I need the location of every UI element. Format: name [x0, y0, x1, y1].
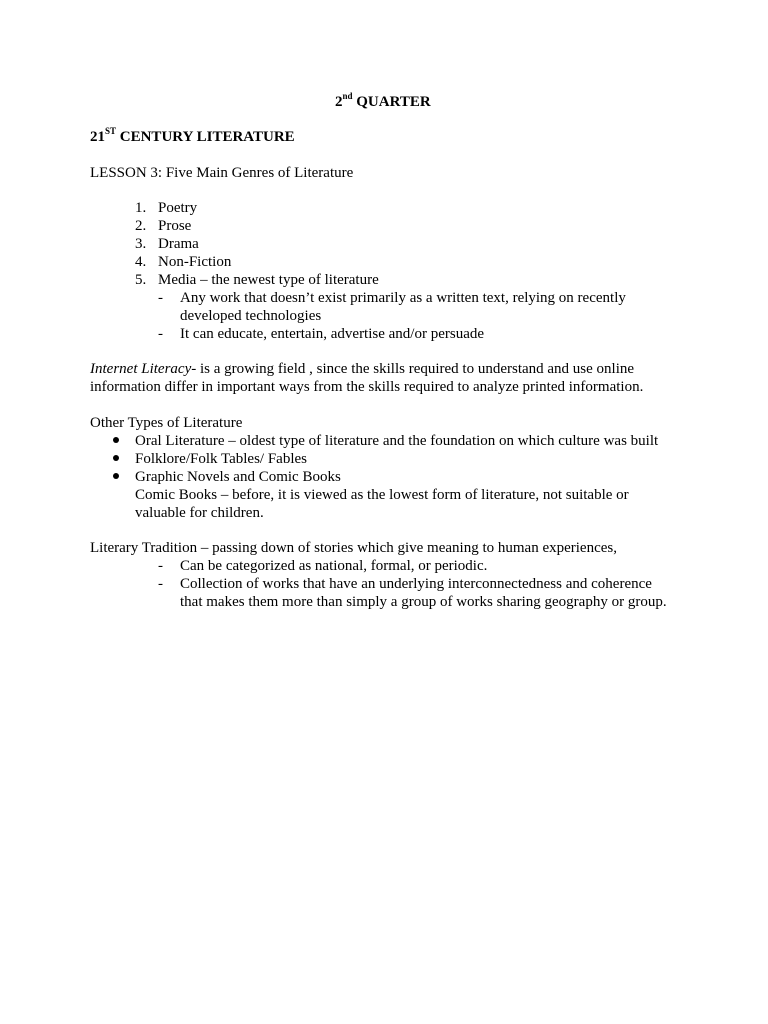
bullet-icon — [113, 455, 119, 461]
genre-number: 4. — [135, 254, 147, 270]
dash-marker: - — [158, 326, 163, 342]
internet-literacy-text: information differ in important ways from the skills required to analyze printed information. — [90, 379, 644, 395]
media-note-text: It can educate, entertain, advertise and/or persuade — [180, 326, 485, 342]
other-type-item: Folklore/Folk Tables/ Fables — [135, 451, 308, 467]
course-superscript: ST — [105, 126, 117, 136]
quarter-word: QUARTER — [356, 94, 431, 110]
internet-literacy-paragraph — [90, 360, 634, 378]
media-note-text: Any work that doesn’t exist primarily as a written text, relying on recently — [180, 290, 626, 306]
genre-number: 1. — [135, 200, 147, 216]
dash-marker: - — [158, 558, 163, 574]
comic-books-note: valuable for children. — [135, 505, 264, 521]
genre-item: Prose — [158, 218, 192, 234]
tradition-note-text: Collection of works that have an underlying interconnectedness and coherence — [180, 576, 652, 592]
tradition-note-text: that makes them more than simply a group of works sharing geography or group. — [180, 594, 667, 610]
quarter-superscript: nd — [342, 91, 353, 101]
quarter-number: 2 — [335, 94, 343, 110]
genre-number: 3. — [135, 236, 147, 252]
genre-item: Drama — [158, 236, 199, 252]
literary-tradition-definition: Literary Tradition – passing down of stories which give meaning to human experiences, — [90, 540, 617, 556]
course-name: CENTURY LITERATURE — [119, 129, 295, 145]
course-title — [90, 128, 295, 146]
media-note-text: developed technologies — [180, 308, 322, 324]
other-type-item: Oral Literature – oldest type of literature and the foundation on which culture was built — [135, 433, 659, 449]
tradition-note-text: Can be categorized as national, formal, or periodic. — [180, 558, 488, 574]
quarter-title — [335, 93, 431, 111]
genre-item: Media – the newest type of literature — [158, 272, 379, 288]
genre-number: 5. — [135, 272, 147, 288]
genre-number: 2. — [135, 218, 147, 234]
bullet-icon — [113, 437, 119, 443]
course-number: 21 — [90, 129, 105, 145]
lesson-title: LESSON 3: Five Main Genres of Literature — [90, 165, 354, 181]
genre-item: Poetry — [158, 200, 198, 216]
bullet-icon — [113, 473, 119, 479]
genre-item: Non-Fiction — [158, 254, 232, 270]
other-types-heading: Other Types of Literature — [90, 415, 243, 431]
dash-marker: - — [158, 576, 163, 592]
internet-literacy-term: Internet Literacy — [90, 361, 192, 377]
comic-books-note: Comic Books – before, it is viewed as the lowest form of literature, not suitable or — [135, 487, 629, 503]
dash-marker: - — [158, 290, 163, 306]
internet-literacy-text: - is a growing field , since the skills required to understand and use online — [191, 361, 635, 377]
other-type-item: Graphic Novels and Comic Books — [135, 469, 341, 485]
